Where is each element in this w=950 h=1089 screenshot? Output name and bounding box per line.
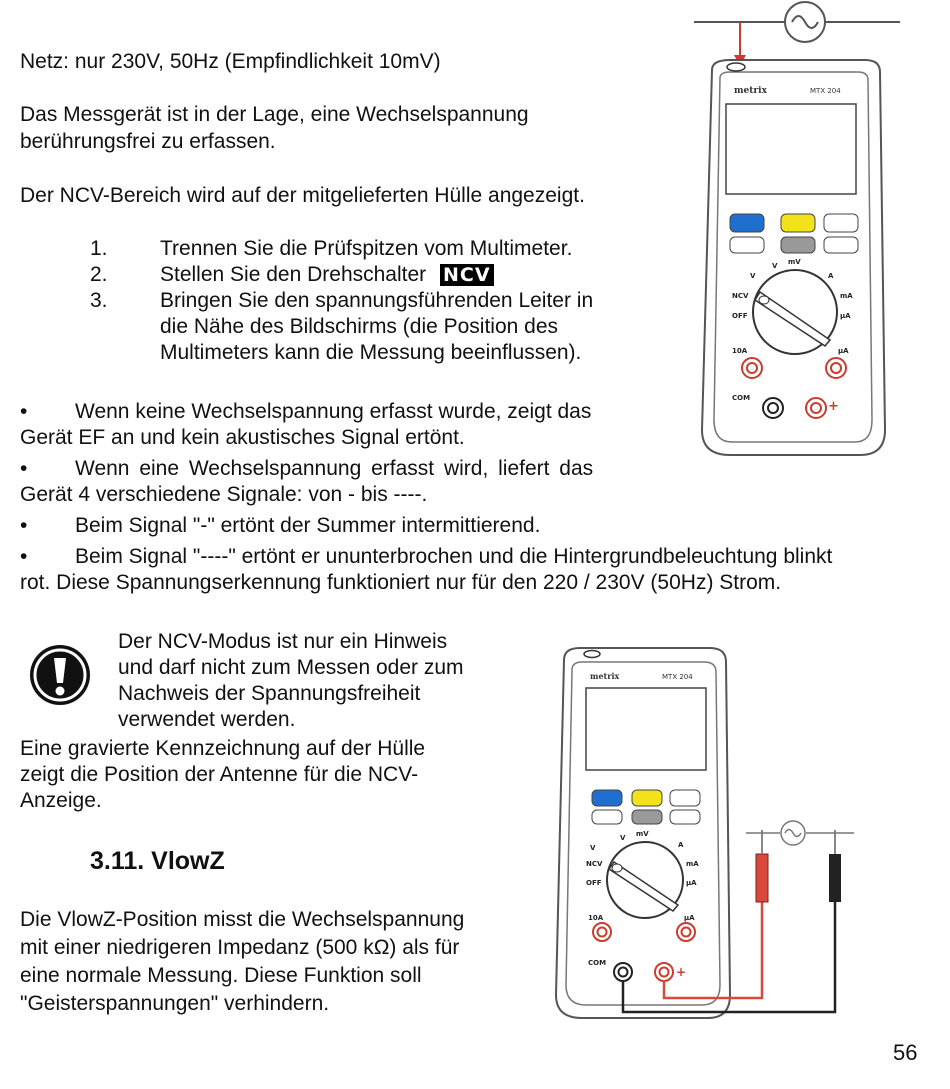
engraving-line-2: zeigt die Position der Antenne für die NCV- bbox=[20, 763, 419, 786]
label-plus: + bbox=[828, 399, 839, 414]
label-ua-2: µA bbox=[838, 347, 849, 355]
warning-line-3: Nachweis der Spannungsfreiheit bbox=[118, 682, 421, 705]
bullet-dot: • bbox=[20, 514, 28, 537]
label-ua-4: µA bbox=[684, 914, 695, 922]
warning-line-1: Der NCV-Modus ist nur ein Hinweis bbox=[118, 630, 448, 653]
warning-exclamation-icon bbox=[28, 643, 92, 707]
meter-brand: metrix bbox=[734, 86, 767, 96]
bullet-1 bbox=[20, 399, 660, 425]
ac-source-icon bbox=[694, 2, 900, 42]
multimeter-probes-illustration bbox=[550, 640, 865, 1025]
black-probe bbox=[829, 854, 841, 902]
intro-line-1: Das Messgerät ist in der Lage, eine Wechselspannung bbox=[20, 103, 529, 126]
ncv-range-text: Der NCV-Bereich wird auf der mitgelieferten Hülle angezeigt. bbox=[20, 184, 585, 207]
bullet-4 bbox=[20, 544, 832, 570]
step-3-number: 3. bbox=[90, 289, 108, 312]
vlowz-line-3: eine normale Messung. Diese Funktion soll bbox=[20, 964, 422, 987]
step-2-number: 2. bbox=[90, 263, 108, 286]
step-2-text bbox=[160, 262, 494, 288]
label-ua-3: µA bbox=[686, 879, 697, 887]
meter-model: MTX 204 bbox=[810, 87, 841, 95]
engraving-line-1: Eine gravierte Kennzeichnung auf der Hülle bbox=[20, 737, 426, 760]
bullet-dot: • bbox=[20, 400, 28, 423]
label-ncv-2: NCV bbox=[586, 860, 603, 868]
step-3-line-1: Bringen Sie den spannungsführenden Leiter in bbox=[160, 289, 594, 312]
meter-model-2: MTX 204 bbox=[662, 673, 693, 681]
bullet-dot: • bbox=[20, 545, 28, 568]
label-a-2: A bbox=[678, 841, 684, 849]
engraving-line-3: Anzeige. bbox=[20, 789, 102, 812]
meter-display-2 bbox=[586, 688, 706, 770]
label-10a: 10A bbox=[732, 347, 748, 355]
vlowz-line-2: mit einer niedrigeren Impedanz (500 kΩ) als für bbox=[20, 936, 460, 959]
vlowz-line-4: "Geisterspannungen" verhindern. bbox=[20, 992, 330, 1015]
step-1-number: 1. bbox=[90, 237, 108, 260]
ncv-tag: NCV bbox=[440, 264, 494, 286]
red-probe bbox=[756, 854, 768, 902]
label-ma-2: mA bbox=[686, 860, 699, 868]
step-3-line-3: Multimeters kann die Messung beeinflussen). bbox=[160, 341, 582, 364]
label-v-ac: V bbox=[772, 262, 778, 270]
bullet-1-line-1: Wenn keine Wechselspannung erfasst wurde, zeigt das bbox=[75, 400, 592, 423]
section-title: 3.11. VlowZ bbox=[90, 847, 225, 875]
label-ncv: NCV bbox=[732, 292, 749, 300]
bullet-3-line-1: Beim Signal "-" ertönt der Summer intermittierend. bbox=[75, 514, 541, 537]
label-v: V bbox=[750, 272, 756, 280]
label-v-2: V bbox=[590, 844, 596, 852]
label-v-ac-2: V bbox=[620, 834, 626, 842]
label-off-2: OFF bbox=[586, 879, 602, 887]
bullet-1-line-2: Gerät EF an und kein akustisches Signal ertönt. bbox=[20, 426, 465, 449]
bullet-2 bbox=[20, 456, 660, 482]
warning-line-4: verwendet werden. bbox=[118, 708, 296, 731]
bullet-4-line-1: Beim Signal "----" ertönt er ununterbrochen und die Hintergrundbeleuchtung blinkt bbox=[75, 545, 833, 568]
meter-display bbox=[726, 104, 856, 194]
warning-line-2: und darf nicht zum Messen oder zum bbox=[118, 656, 464, 679]
bullet-dot: • bbox=[20, 457, 28, 480]
label-ua: µA bbox=[840, 312, 851, 320]
bullet-2-line-1: Wenn eine Wechselspannung erfasst wird, liefert das bbox=[75, 457, 594, 480]
label-mv: mV bbox=[788, 258, 801, 266]
bullet-2-line-2: Gerät 4 verschiedene Signale: von - bis ----. bbox=[20, 483, 428, 506]
label-com-2: COM bbox=[588, 959, 607, 967]
bullet-4-line-2: rot. Diese Spannungserkennung funktioniert nur für den 220 / 230V (50Hz) Strom. bbox=[20, 571, 782, 594]
label-10a-2: 10A bbox=[588, 914, 604, 922]
label-off: OFF bbox=[732, 312, 748, 320]
label-a: A bbox=[828, 272, 834, 280]
intro-line-2: berührungsfrei zu erfassen. bbox=[20, 130, 276, 153]
page-number: 56 bbox=[893, 1040, 918, 1065]
label-mv-2: mV bbox=[636, 830, 649, 838]
netz-line: Netz: nur 230V, 50Hz (Empfindlichkeit 10mV) bbox=[20, 50, 441, 73]
label-com: COM bbox=[732, 394, 751, 402]
multimeter-ncv-illustration bbox=[690, 0, 920, 470]
step-2-label: Stellen Sie den Drehschalter bbox=[160, 263, 427, 286]
label-plus-2: + bbox=[676, 965, 687, 979]
label-ma: mA bbox=[840, 292, 853, 300]
step-3-line-2: die Nähe des Bildschirms (die Position des bbox=[160, 315, 559, 338]
bullet-3 bbox=[20, 513, 540, 539]
step-1-text: Trennen Sie die Prüfspitzen vom Multimeter. bbox=[160, 237, 573, 260]
meter-brand-2: metrix bbox=[590, 671, 620, 681]
vlowz-line-1: Die VlowZ-Position misst die Wechselspannung bbox=[20, 908, 465, 931]
